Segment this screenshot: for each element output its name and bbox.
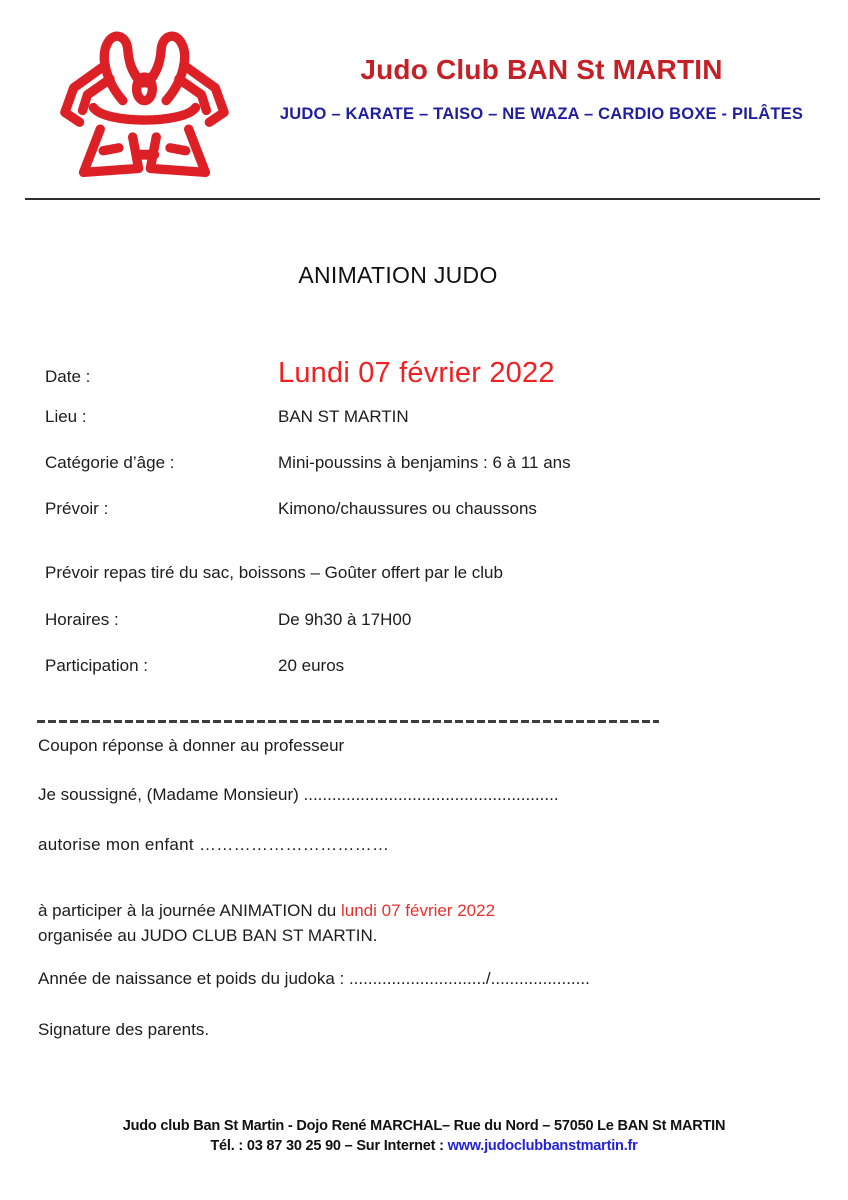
- detail-row-participation: [45, 656, 848, 676]
- event-details: [45, 357, 848, 519]
- cut-line: [37, 720, 659, 723]
- detail-row-categorie: [45, 453, 848, 473]
- detail-row-prevoir: [45, 499, 848, 519]
- detail-row-date: [45, 357, 848, 390]
- participation-paragraph: [38, 898, 848, 948]
- participate-date: lundi 07 février 2022: [341, 901, 496, 920]
- detail-value: De 9h30 à 17H00: [278, 610, 412, 629]
- detail-label: Participation :: [45, 656, 148, 675]
- club-name: Judo Club BAN St MARTIN: [360, 54, 723, 85]
- detail-label: Horaires :: [45, 610, 119, 629]
- coupon-intro: Coupon réponse à donner au professeur: [38, 736, 345, 755]
- detail-value: 20 euros: [278, 656, 345, 675]
- meal-note: Prévoir repas tiré du sac, boissons – Goûter offert par le club: [45, 563, 503, 582]
- footer: [0, 1118, 848, 1154]
- website-link[interactable]: www.judoclubbanstmartin.fr: [447, 1138, 638, 1154]
- activities-line: JUDO – KARATE – TAISO – NE WAZA – CARDIO BOXE - PILÂTES: [279, 105, 804, 123]
- header-divider: [25, 198, 820, 200]
- detail-value: Kimono/chaussures ou chaussons: [278, 499, 537, 518]
- signature-line: Signature des parents.: [38, 1020, 210, 1039]
- header: [0, 0, 848, 194]
- detail-row-horaires: [45, 610, 848, 630]
- detail-label: Lieu :: [45, 407, 87, 426]
- detail-value: BAN ST MARTIN: [278, 407, 409, 426]
- detail-value: Mini-poussins à benjamins : 6 à 11 ans: [278, 453, 571, 472]
- signed-line: Je soussigné, (Madame Monsieur) ......................................................: [38, 785, 559, 804]
- coupon-section: [38, 736, 848, 1040]
- page-title: ANIMATION JUDO: [298, 262, 498, 288]
- birth-weight-line: Année de naissance et poids du judoka : ............................./.....................: [38, 969, 590, 988]
- footer-contact: [0, 1138, 848, 1154]
- detail-label: Catégorie d’âge :: [45, 453, 175, 472]
- detail-value-date: Lundi 07 février 2022: [278, 357, 555, 389]
- detail-row-lieu: [45, 407, 848, 427]
- detail-label: Prévoir :: [45, 499, 109, 518]
- participate-text: à participer à la journée ANIMATION du: [38, 901, 341, 920]
- detail-label: Date :: [45, 367, 91, 386]
- footer-phone: Tél. : 03 87 30 25 90 – Sur Internet :: [210, 1138, 448, 1154]
- child-line: autorise mon enfant ……………………………: [38, 835, 390, 854]
- kabuto-helmet-logo: [30, 22, 255, 194]
- footer-address: Judo club Ban St Martin - Dojo René MARCHAL– Rue du Nord – 57050 Le BAN St MARTIN: [122, 1118, 726, 1134]
- header-text: [255, 22, 828, 194]
- participate-text-2: organisée au JUDO CLUB BAN ST MARTIN.: [38, 926, 378, 945]
- event-details-2: [45, 610, 848, 676]
